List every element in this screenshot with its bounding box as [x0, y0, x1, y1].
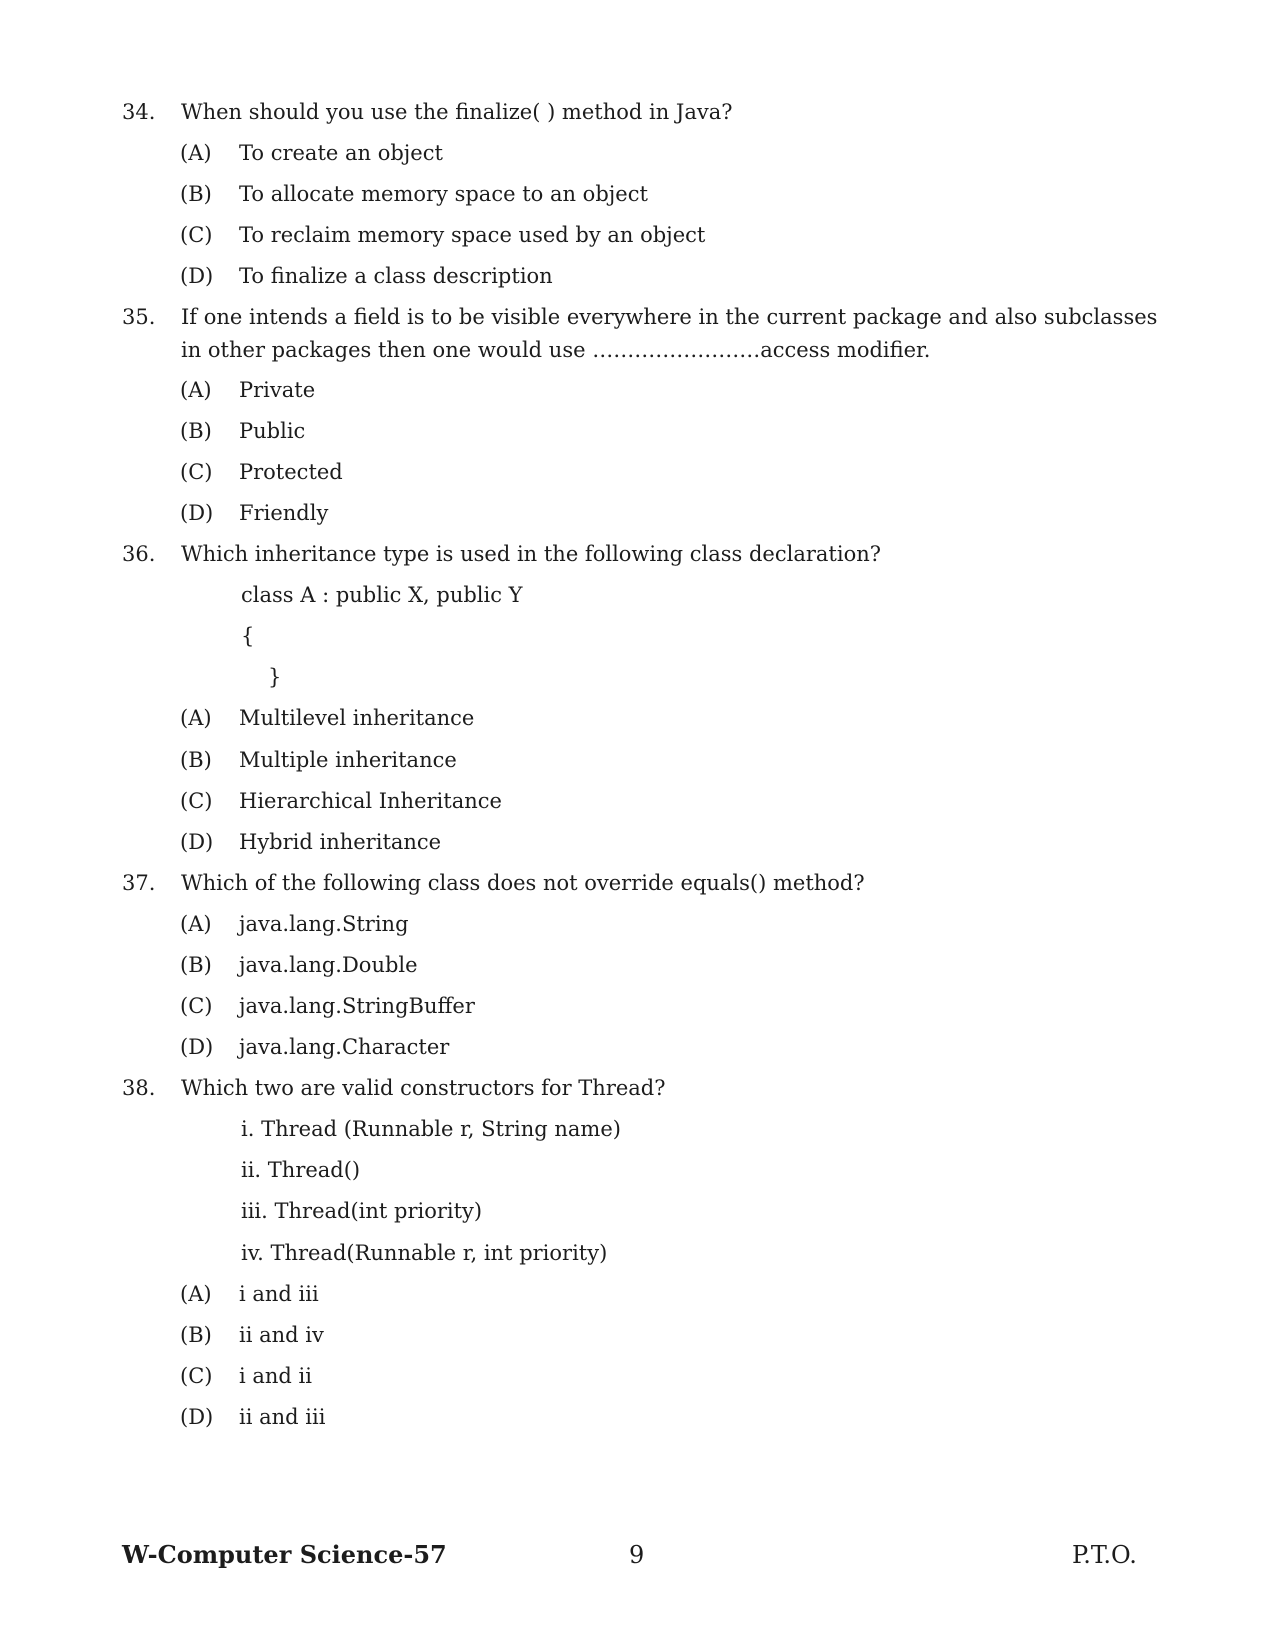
option-text-a: To create an object [239, 141, 443, 165]
option-text-b: ii and iv [239, 1323, 324, 1347]
question-number: 36. [122, 542, 156, 566]
page-number: 9 [629, 1541, 645, 1569]
option-text-c: java.lang.StringBuffer [239, 994, 475, 1018]
option-label-d: (D) [180, 830, 214, 854]
page-footer [0, 1538, 1275, 1572]
please-turn-over: P.T.O. [1072, 1541, 1137, 1569]
option-label-c: (C) [180, 1364, 213, 1388]
option-text-c: To reclaim memory space used by an object [239, 223, 706, 247]
question-text: Which two are valid constructors for Thread? [181, 1076, 666, 1100]
question-number: 34. [122, 100, 156, 124]
option-label-c: (C) [180, 994, 213, 1018]
code-line-2: { [241, 624, 255, 648]
option-label-d: (D) [180, 264, 214, 288]
paper-code: W-Computer Science-57 [122, 1540, 447, 1569]
option-label-c: (C) [180, 789, 213, 813]
option-text-d: Friendly [239, 501, 329, 525]
code-line-1: class A : public X, public Y [241, 583, 523, 607]
option-label-d: (D) [180, 1035, 214, 1059]
question-text: When should you use the finalize( ) method in Java? [181, 100, 733, 124]
option-text-c: Protected [239, 460, 343, 484]
statement-iii: iii. Thread(int priority) [241, 1199, 483, 1223]
option-text-d: java.lang.Character [239, 1035, 450, 1059]
option-label-a: (A) [180, 378, 212, 402]
option-label-d: (D) [180, 501, 214, 525]
statement-iv: iv. Thread(Runnable r, int priority) [241, 1241, 608, 1265]
option-label-b: (B) [180, 182, 212, 206]
option-label-a: (A) [180, 912, 212, 936]
option-label-b: (B) [180, 748, 212, 772]
option-label-b: (B) [180, 1323, 212, 1347]
question-number: 38. [122, 1076, 156, 1100]
option-label-c: (C) [180, 460, 213, 484]
option-label-a: (A) [180, 706, 212, 730]
option-text-c: Hierarchical Inheritance [239, 789, 502, 813]
question-number: 37. [122, 871, 156, 895]
option-label-a: (A) [180, 1282, 212, 1306]
code-line-3: } [268, 665, 282, 689]
option-text-d: Hybrid inheritance [239, 830, 442, 854]
question-text: Which of the following class does not override equals() method? [181, 871, 865, 895]
option-label-b: (B) [180, 419, 212, 443]
option-label-d: (D) [180, 1405, 214, 1429]
option-text-b: To allocate memory space to an object [239, 182, 648, 206]
option-text-c: i and ii [239, 1364, 312, 1388]
question-text-line-1: If one intends a field is to be visible everywhere in the current package and also subclasses [181, 305, 1158, 329]
option-text-b: Public [239, 419, 306, 443]
option-text-b: Multiple inheritance [239, 748, 457, 772]
option-text-b: java.lang.Double [239, 953, 418, 977]
statement-ii: ii. Thread() [241, 1158, 361, 1182]
option-text-a: Multilevel inheritance [239, 706, 475, 730]
option-text-d: To finalize a class description [239, 264, 553, 288]
option-text-a: java.lang.String [239, 912, 409, 936]
question-text-line-2: in other packages then one would use ……………………access modifier. [181, 338, 931, 362]
question-text: Which inheritance type is used in the following class declaration? [181, 542, 881, 566]
option-text-a: Private [239, 378, 316, 402]
option-label-a: (A) [180, 141, 212, 165]
statement-i: i. Thread (Runnable r, String name) [241, 1117, 621, 1141]
question-number: 35. [122, 305, 156, 329]
option-text-d: ii and iii [239, 1405, 326, 1429]
option-label-b: (B) [180, 953, 212, 977]
option-label-c: (C) [180, 223, 213, 247]
option-text-a: i and iii [239, 1282, 319, 1306]
